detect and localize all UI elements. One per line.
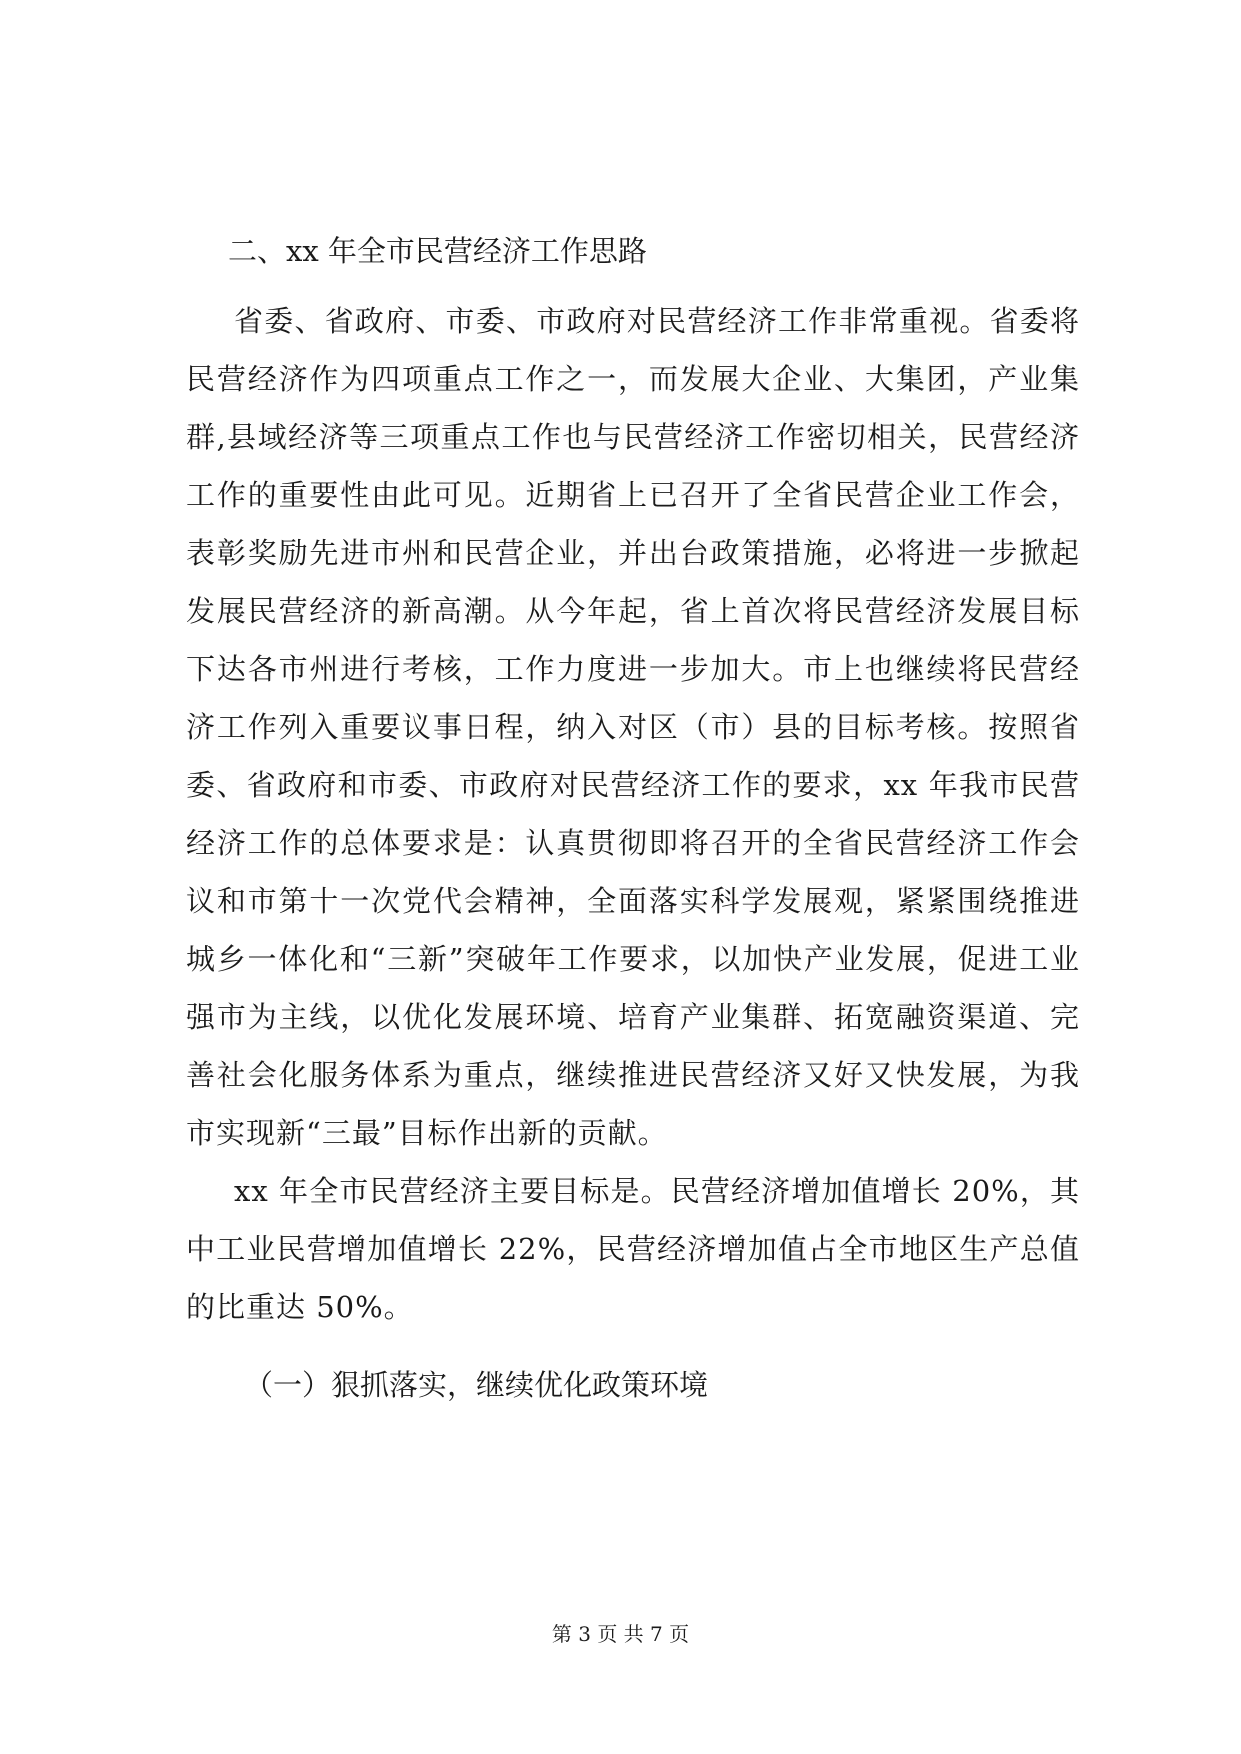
paragraph-targets: xx 年全市民营经济主要目标是。民营经济增加值增长 20%，其中工业民营增加值增长 22%，民营经济增加值占全市地区生产总值的比重达 50%。 [186,1174,1080,1324]
sub-heading: （一）狠抓落实，继续优化政策环境 [244,1368,709,1402]
paragraph-overview: 省委、省政府、市委、市政府对民营经济工作非常重视。省委将民营经济作为四项重点工作之一，而发展大企业、大集团，产业集群,县域经济等三项重点工作也与民营经济工作密切相关，民营经济工作的重要性由此可见。近期省上已召开了全省民营企业工作会，表彰奖励先进市州和民营企业，并出台政策措施，必将进一步掀起发展民营经济的新高潮。从今年起，省上首次将民营经济发展目标下达各市州进行考核，工作力度进一步加大。市上也继续将民营经济工作列入重要议事日程，纳入对区（市）县的目标考核。按照省委、省政府和市委、市政府对民营经济工作的要求，xx 年我市民营经济工作的总体要求是：认真贯彻即将召开的全省民营经济工作会议和市第十一次党代会精神，全面落实科学发展观，紧紧围绕推进城乡一体化和“三新”突破年工作要求，以加快产业发展，促进工业强市为主线，以优化发展环境、培育产业集群、拓宽融资渠道、完善社会化服务体系为重点，继续推进民营经济又好又快发展，为我市实现新“三最”目标作出新的贡献。 [186,304,1080,1150]
section-heading: 二、xx 年全市民营经济工作思路 [228,234,647,268]
page-footer: 第 3 页 共 7 页 [551,1622,690,1646]
document-body [186,230,1080,1406]
